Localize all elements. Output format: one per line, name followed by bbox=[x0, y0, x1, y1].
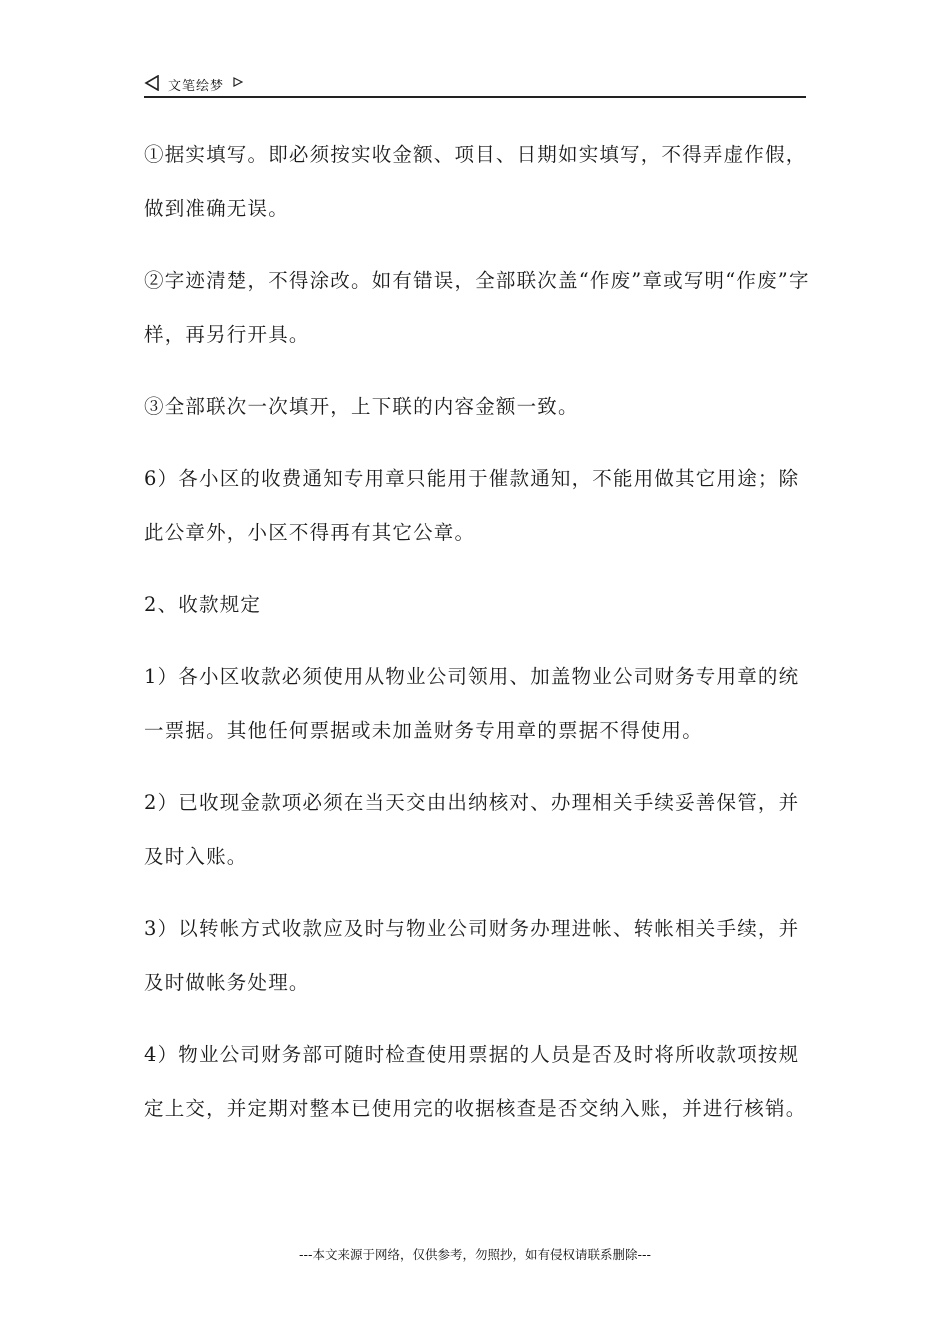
document-body bbox=[144, 128, 810, 1154]
page-header bbox=[144, 72, 806, 98]
paragraph-5: 1）各小区收款必须使用从物业公司领用、加盖物业公司财务专用章的统一票据。其他任何票据或未加盖财务专用章的票据不得使用。 bbox=[144, 665, 800, 742]
paragraph-1: ①据实填写。即必须按实收金额、项目、日期如实填写，不得弄虚作假，做到准确无误。 bbox=[144, 143, 807, 220]
header-brand: 文笔绘梦 bbox=[168, 79, 225, 94]
paragraph-7: 3）以转帐方式收款应及时与物业公司财务办理进帐、转帐相关手续，并及时做帐务处理。 bbox=[144, 917, 800, 994]
section-heading: 2、收款规定 bbox=[144, 593, 262, 616]
paragraph-4: 6）各小区的收费通知专用章只能用于催款通知，不能用做其它用途；除此公章外，小区不得再有其它公章。 bbox=[144, 467, 800, 544]
paragraph-6: 2）已收现金款项必须在当天交由出纳核对、办理相关手续妥善保管，并及时入账。 bbox=[144, 791, 800, 868]
triangle-right-icon bbox=[233, 77, 243, 87]
footer-disclaimer: ---本文来源于网络，仅供参考，勿照抄，如有侵权请联系删除--- bbox=[298, 1247, 652, 1262]
paragraph-3: ③全部联次一次填开，上下联的内容金额一致。 bbox=[144, 395, 579, 418]
paragraph-8: 4）物业公司财务部可随时检查使用票据的人员是否及时将所收款项按规定上交，并定期对整本已使用完的收据核查是否交纳入账，并进行核销。 bbox=[144, 1043, 807, 1120]
paragraph-2: ②字迹清楚，不得涂改。如有错误，全部联次盖“作废”章或写明“作废”字样，再另行开具。 bbox=[144, 269, 810, 346]
triangle-left-icon bbox=[144, 75, 160, 91]
